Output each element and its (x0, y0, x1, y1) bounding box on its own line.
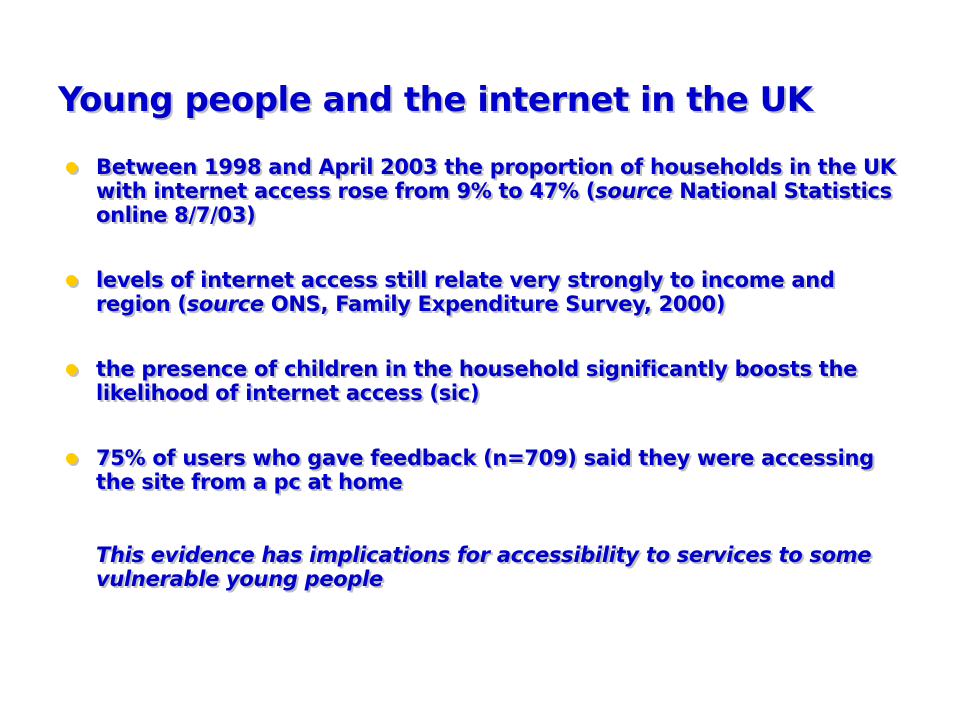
bullet-text-1-end: National Statistics online 8/7/03) (96, 179, 892, 227)
bullet-item-4 (62, 446, 912, 494)
bullet-dot-icon (66, 453, 77, 464)
bullet-text-2-end: ONS, Family Expenditure Survey, 2000) (263, 292, 726, 316)
bullet-list (62, 155, 912, 535)
bullet-dot-icon (66, 364, 77, 375)
conclusion-note: This evidence has implications for accessibility to services to some vulnerable young people (96, 543, 872, 591)
bullet-text-2-italic: source (186, 292, 264, 316)
bullet-text-1-italic: source (595, 179, 673, 203)
bullet-text-3: the presence of children in the household significantly boosts the likelihood of internet access (sic) (96, 357, 858, 405)
bullet-item-1 (62, 155, 912, 227)
slide-title: Young people and the internet in the UK (58, 80, 813, 120)
bullet-text-2-start: levels of internet access still relate very strongly to income and region ( (96, 268, 835, 316)
bullet-dot-icon (66, 275, 77, 286)
bullet-item-2 (62, 268, 912, 316)
bullet-text-4: 75% of users who gave feedback (n=709) said they were accessing the site from a pc at home (96, 446, 874, 494)
bullet-dot-icon (66, 162, 77, 173)
bullet-text-1-start: Between 1998 and April 2003 the proportion of households in the UK with internet access rose from 9% to 47% ( (96, 155, 896, 203)
bullet-item-3 (62, 357, 912, 405)
